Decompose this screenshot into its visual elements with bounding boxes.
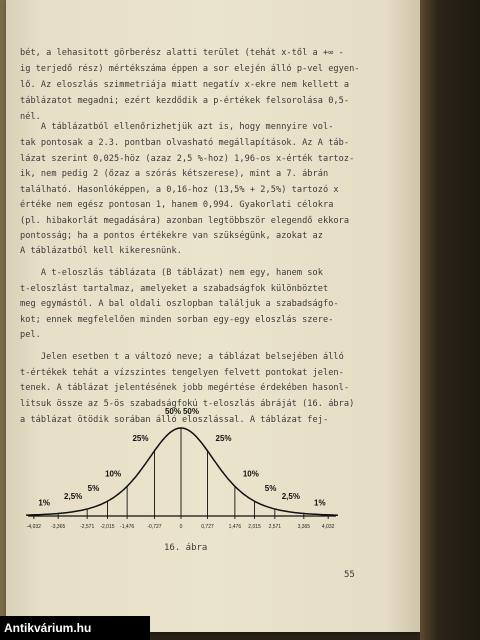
background-edge [420, 0, 480, 640]
tick-label: -0,727 [147, 524, 162, 530]
text-line: kot; ennek megfelelően minden sorban egy-egy eloszlás szere- [20, 315, 334, 325]
text-line: meg egymástól. A bal oldali oszlopban találjuk a szabadságfo- [20, 299, 339, 309]
text-line: ig terjedő rész) mértékszáma éppen a sor elején álló p-vel egyen- [20, 64, 360, 74]
tick-label: -3,365 [51, 524, 66, 530]
tick-label: 3,365 [297, 524, 311, 530]
text-line: litsuk össze az 5-ös szabadságfokú t-eloszlás ábráját (16. ábra) [20, 399, 355, 409]
percent-label: 25% [132, 433, 149, 443]
text-line: A táblázatból kell kikeresnünk. [20, 246, 182, 256]
text-line: lázat szerint 0,025-höz (azaz 2,5 %-hoz) 1,96-os x-érték tartoz- [20, 154, 355, 164]
percent-label: 50% [164, 408, 182, 416]
percent-label: 10% [105, 469, 122, 479]
text-line: értéke nem egész pontosan 1, hanem 0,994. Gyakorlati célokra [20, 200, 334, 210]
percent-label: 1% [314, 498, 326, 508]
text-line: t-eloszlást tartalmaz, amelyeket a szabadságfok különböztet [20, 284, 329, 294]
text-line: pel. [20, 330, 41, 340]
text-line: nél. [20, 112, 41, 122]
percent-label: 2,5% [64, 491, 83, 501]
tick-label: 2,015 [248, 524, 261, 530]
page-number: 55 [344, 570, 355, 580]
text-line: a táblázat ötödik sorában álló eloszlással. A táblázat fej- [20, 415, 329, 425]
text-line: Jelen esetben t a változó neve; a táblázat belsejében álló [20, 352, 344, 362]
percent-label: 50% [182, 408, 200, 416]
percent-label: 25% [215, 433, 232, 443]
text-line: A t-eloszlás táblázata (B táblázat) nem egy, hanem sok [20, 268, 323, 278]
tick-label: -1,476 [120, 524, 135, 530]
text-line: pontosság; ha a pontos értékekre van szükségünk, azokat az [20, 231, 323, 241]
watermark-logo: Antikvárium.hu [0, 616, 150, 640]
tick-label: -2,571 [80, 524, 95, 530]
text-line: található. Hasonlóképpen, a 0,16-hoz (13,5% + 2,5%) tartozó x [20, 185, 339, 195]
t-distribution-figure [26, 408, 346, 538]
density-curve [26, 428, 338, 515]
percent-label: 5% [264, 484, 277, 494]
tick-label: 4,032 [321, 524, 335, 530]
text-line: bét, a lehasitott görberész alatti terület (tehát x-től a +∞ - [20, 48, 344, 58]
tick-label: -2,015 [100, 524, 115, 530]
text-line: ik, nem pedig 2 (őzaz a szórás kétszerese), mint a 7. ábrán [20, 169, 329, 179]
tick-label: 1,476 [228, 524, 242, 530]
text-line: táblázatot megadni; ezért kezdődik a p-értékek felsorolása 0,5- [20, 96, 350, 106]
text-line: A táblázatból ellenőrizhetjük azt is, hogy mennyire vol- [20, 122, 334, 132]
text-line: t-értékek tehát a vízszintes tengelyen felvett pontokat jelen- [20, 368, 344, 378]
tick-label: 0,727 [201, 524, 214, 530]
text-line: tak pontosak a 2.3. pontban olvasható megállapítások. Az A táb- [20, 138, 350, 148]
text-line: tenek. A táblázat jelentésének jobb megértése érdekében hasonl- [20, 383, 350, 393]
percent-label: 10% [242, 469, 259, 479]
percent-label: 1% [38, 498, 50, 508]
percent-label: 2,5% [281, 491, 300, 501]
tick-label: 0 [179, 524, 183, 530]
book-page [6, 0, 420, 632]
text-line: lő. Az eloszlás szimmetriája miatt negatív x-ekre nem kellett a [20, 80, 350, 90]
tick-label: 2,571 [268, 524, 282, 530]
tick-label: -4,032 [26, 524, 41, 530]
figure-caption: 16. ábra [164, 543, 208, 553]
percent-label: 5% [87, 484, 100, 494]
text-line: (pl. hibakorlát megadására) azonban legtöbbször elegendő ekkora [20, 216, 350, 226]
